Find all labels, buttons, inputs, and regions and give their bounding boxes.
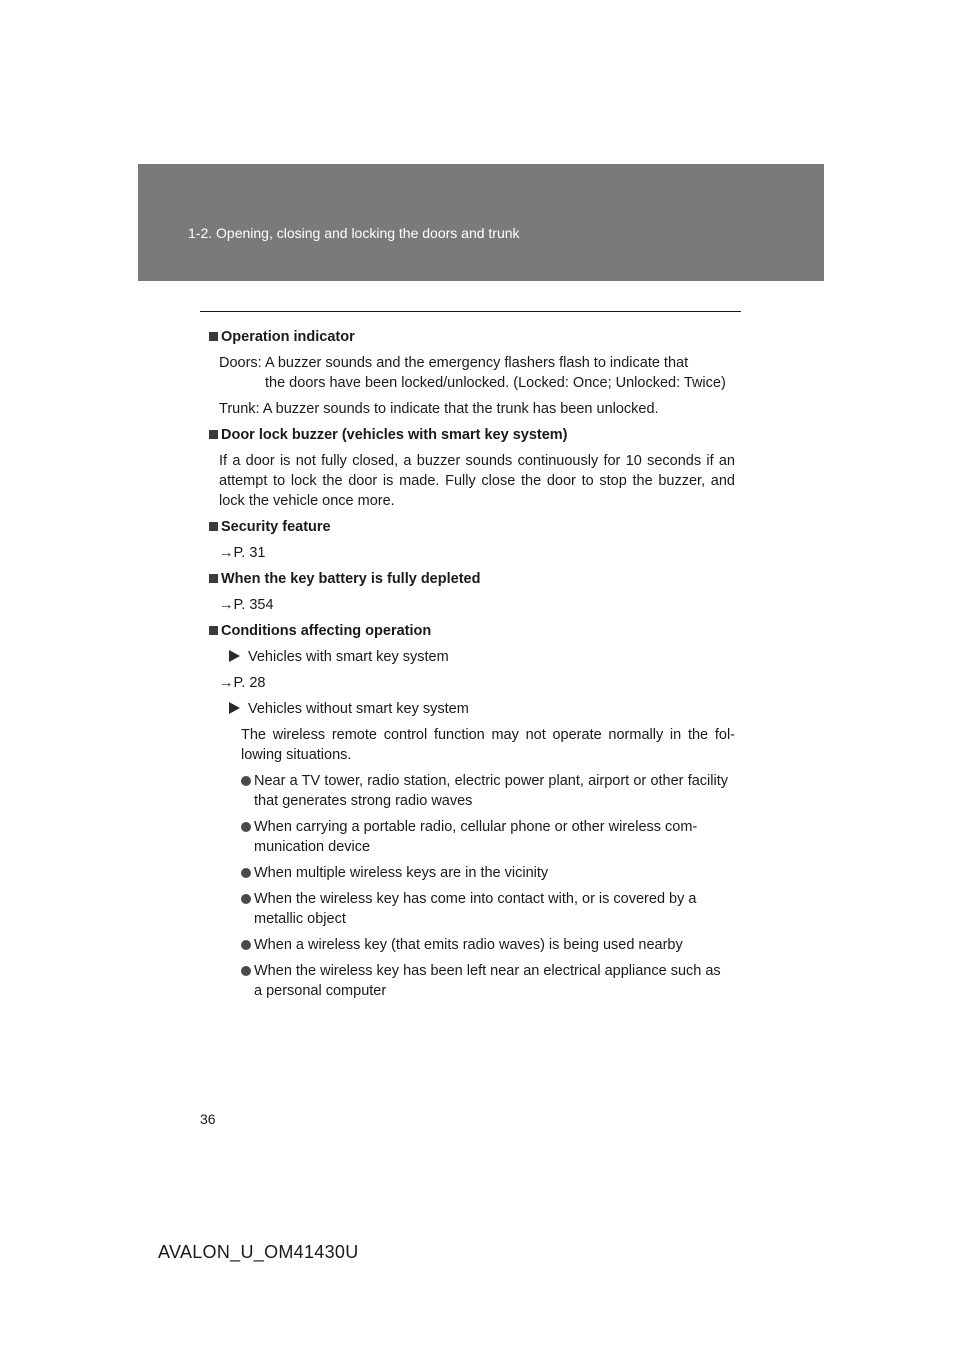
doors-note xyxy=(209,353,735,393)
list-item: When the wireless key has come into contact with, or is covered by a metallic object xyxy=(209,889,735,929)
circle-bullet-icon xyxy=(241,894,251,904)
doors-label: Doors: xyxy=(219,355,262,371)
circle-bullet-icon xyxy=(241,940,251,950)
security-page-ref: →P. 31 xyxy=(219,545,266,561)
chapter-header-band xyxy=(138,164,824,281)
trunk-note: Trunk: A buzzer sounds to indicate that the trunk has been unlocked. xyxy=(219,401,659,417)
doors-text-2: the doors have been locked/unlocked. (Locked: Once; Unlocked: Twice) xyxy=(265,375,726,391)
list-item: Near a TV tower, radio station, electric power plant, airport or other facility that generates strong radio waves xyxy=(209,771,735,811)
triangle-marker-icon xyxy=(229,650,240,662)
chapter-title: 1-2. Opening, closing and locking the doors and trunk xyxy=(188,225,520,241)
square-bullet-icon xyxy=(209,332,218,341)
circle-bullet-icon xyxy=(241,776,251,786)
circle-bullet-icon xyxy=(241,868,251,878)
square-bullet-icon xyxy=(209,574,218,583)
smart-key-page-ref: →P. 28 xyxy=(219,675,266,691)
heading-operation-indicator: Operation indicator xyxy=(209,327,735,347)
square-bullet-icon xyxy=(209,430,218,439)
conditions-intro: The wireless remote control function may not operate normally in the fol-lowing situations. xyxy=(241,727,735,763)
smart-key-subhead: Vehicles with smart key system xyxy=(209,647,735,667)
heading-door-lock-buzzer: Door lock buzzer (vehicles with smart key system) xyxy=(209,425,735,445)
section-divider xyxy=(200,311,741,312)
triangle-marker-icon xyxy=(229,702,240,714)
heading-key-battery: When the key battery is fully depleted xyxy=(209,569,735,589)
doors-text-1: A buzzer sounds and the emergency flashers flash to indicate that xyxy=(264,355,689,371)
square-bullet-icon xyxy=(209,626,218,635)
circle-bullet-icon xyxy=(241,822,251,832)
page-number: 36 xyxy=(200,1111,216,1127)
buzzer-text: If a door is not fully closed, a buzzer sounds continuously for 10 seconds if an attempt to lock the door is made. Fully close the door to stop the buzzer, and lock the vehicle once more. xyxy=(219,453,735,509)
heading-conditions: Conditions affecting operation xyxy=(209,621,735,641)
page-content xyxy=(209,327,735,1001)
list-item: When carrying a portable radio, cellular phone or other wireless com-munication device xyxy=(209,817,735,857)
heading-security-feature: Security feature xyxy=(209,517,735,537)
list-item: When multiple wireless keys are in the vicinity xyxy=(209,863,735,883)
list-item: When a wireless key (that emits radio waves) is being used nearby xyxy=(209,935,735,955)
document-code: AVALON_U_OM41430U xyxy=(158,1242,359,1262)
battery-page-ref: →P. 354 xyxy=(219,597,274,613)
no-smart-key-subhead: Vehicles without smart key system xyxy=(209,699,735,719)
square-bullet-icon xyxy=(209,522,218,531)
list-item: When the wireless key has been left near an electrical appliance such as a personal computer xyxy=(209,961,735,1001)
circle-bullet-icon xyxy=(241,966,251,976)
